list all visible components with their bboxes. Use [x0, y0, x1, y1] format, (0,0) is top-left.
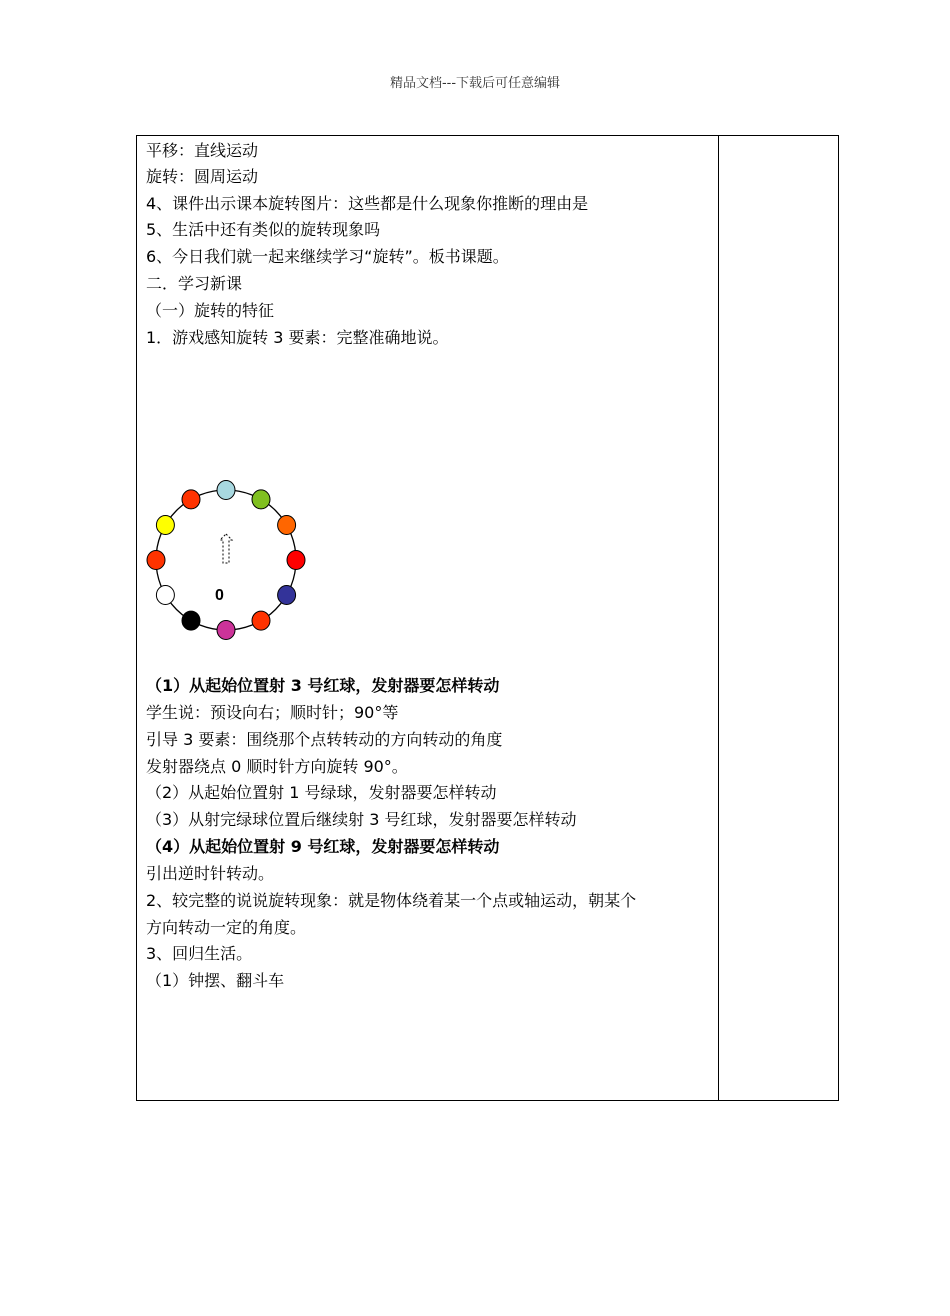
text-line: 2、较完整的说说旋转现象：就是物体绕着某一个点或轴运动，朝某个 — [146, 891, 637, 910]
launcher-arrow-icon — [220, 534, 232, 563]
text-line: （1）钟摆、翻斗车 — [146, 971, 285, 990]
text-line: 6、今日我们就一起来继续学习“旋转”。板书课题。 — [146, 247, 509, 266]
lesson-table — [136, 135, 839, 1101]
text-line: （1）从起始位置射 3 号红球，发射器要怎样转动 — [146, 676, 500, 695]
ball-7 — [182, 611, 200, 630]
text-line: 平移：直线运动 — [146, 141, 259, 160]
ball-6 — [217, 621, 235, 640]
rotation-circle — [156, 490, 296, 630]
ball-0 — [217, 481, 235, 500]
center-point-label: 0 — [215, 587, 224, 604]
rotation-game-diagram — [137, 476, 337, 666]
text-line: 旋转：圆周运动 — [146, 167, 259, 186]
text-line: 引出逆时针转动。 — [146, 864, 275, 883]
subsection-heading: （一）旋转的特征 — [146, 301, 275, 320]
ball-5 — [252, 611, 270, 630]
ball-9 — [147, 551, 165, 570]
text-line: 发射器绕点 0 顺时针方向旋转 90°。 — [146, 757, 408, 776]
text-line: （2）从起始位置射 1 号绿球，发射器要怎样转动 — [146, 783, 497, 802]
text-line: 3、回归生活。 — [146, 944, 253, 963]
text-line: 学生说：预设向右；顺时针；90°等 — [146, 703, 399, 722]
text-line: 4、课件出示课本旋转图片：这些都是什么现象你推断的理由是 — [146, 194, 589, 213]
notes-column — [719, 136, 838, 1100]
ball-10 — [156, 516, 174, 535]
ball-3 — [287, 551, 305, 570]
ball-4 — [278, 586, 296, 605]
ball-11 — [182, 490, 200, 509]
text-line: 5、生活中还有类似的旋转现象吗 — [146, 220, 381, 239]
text-line: （4）从起始位置射 9 号红球，发射器要怎样转动 — [146, 837, 500, 856]
rotation-diagram-svg — [137, 476, 337, 666]
text-line: 引导 3 要素：围绕那个点转转动的方向转动的角度 — [146, 730, 503, 749]
ball-2 — [278, 516, 296, 535]
page-header: 精品文档---下载后可任意编辑 — [389, 76, 561, 91]
text-line: 方向转动一定的角度。 — [146, 918, 307, 937]
text-line: 1．游戏感知旋转 3 要素：完整准确地说。 — [146, 328, 449, 347]
ball-8 — [156, 586, 174, 605]
text-line: （3）从射完绿球位置后继续射 3 号红球，发射器要怎样转动 — [146, 810, 577, 829]
ball-1 — [252, 490, 270, 509]
section-heading: 二．学习新课 — [146, 274, 243, 293]
